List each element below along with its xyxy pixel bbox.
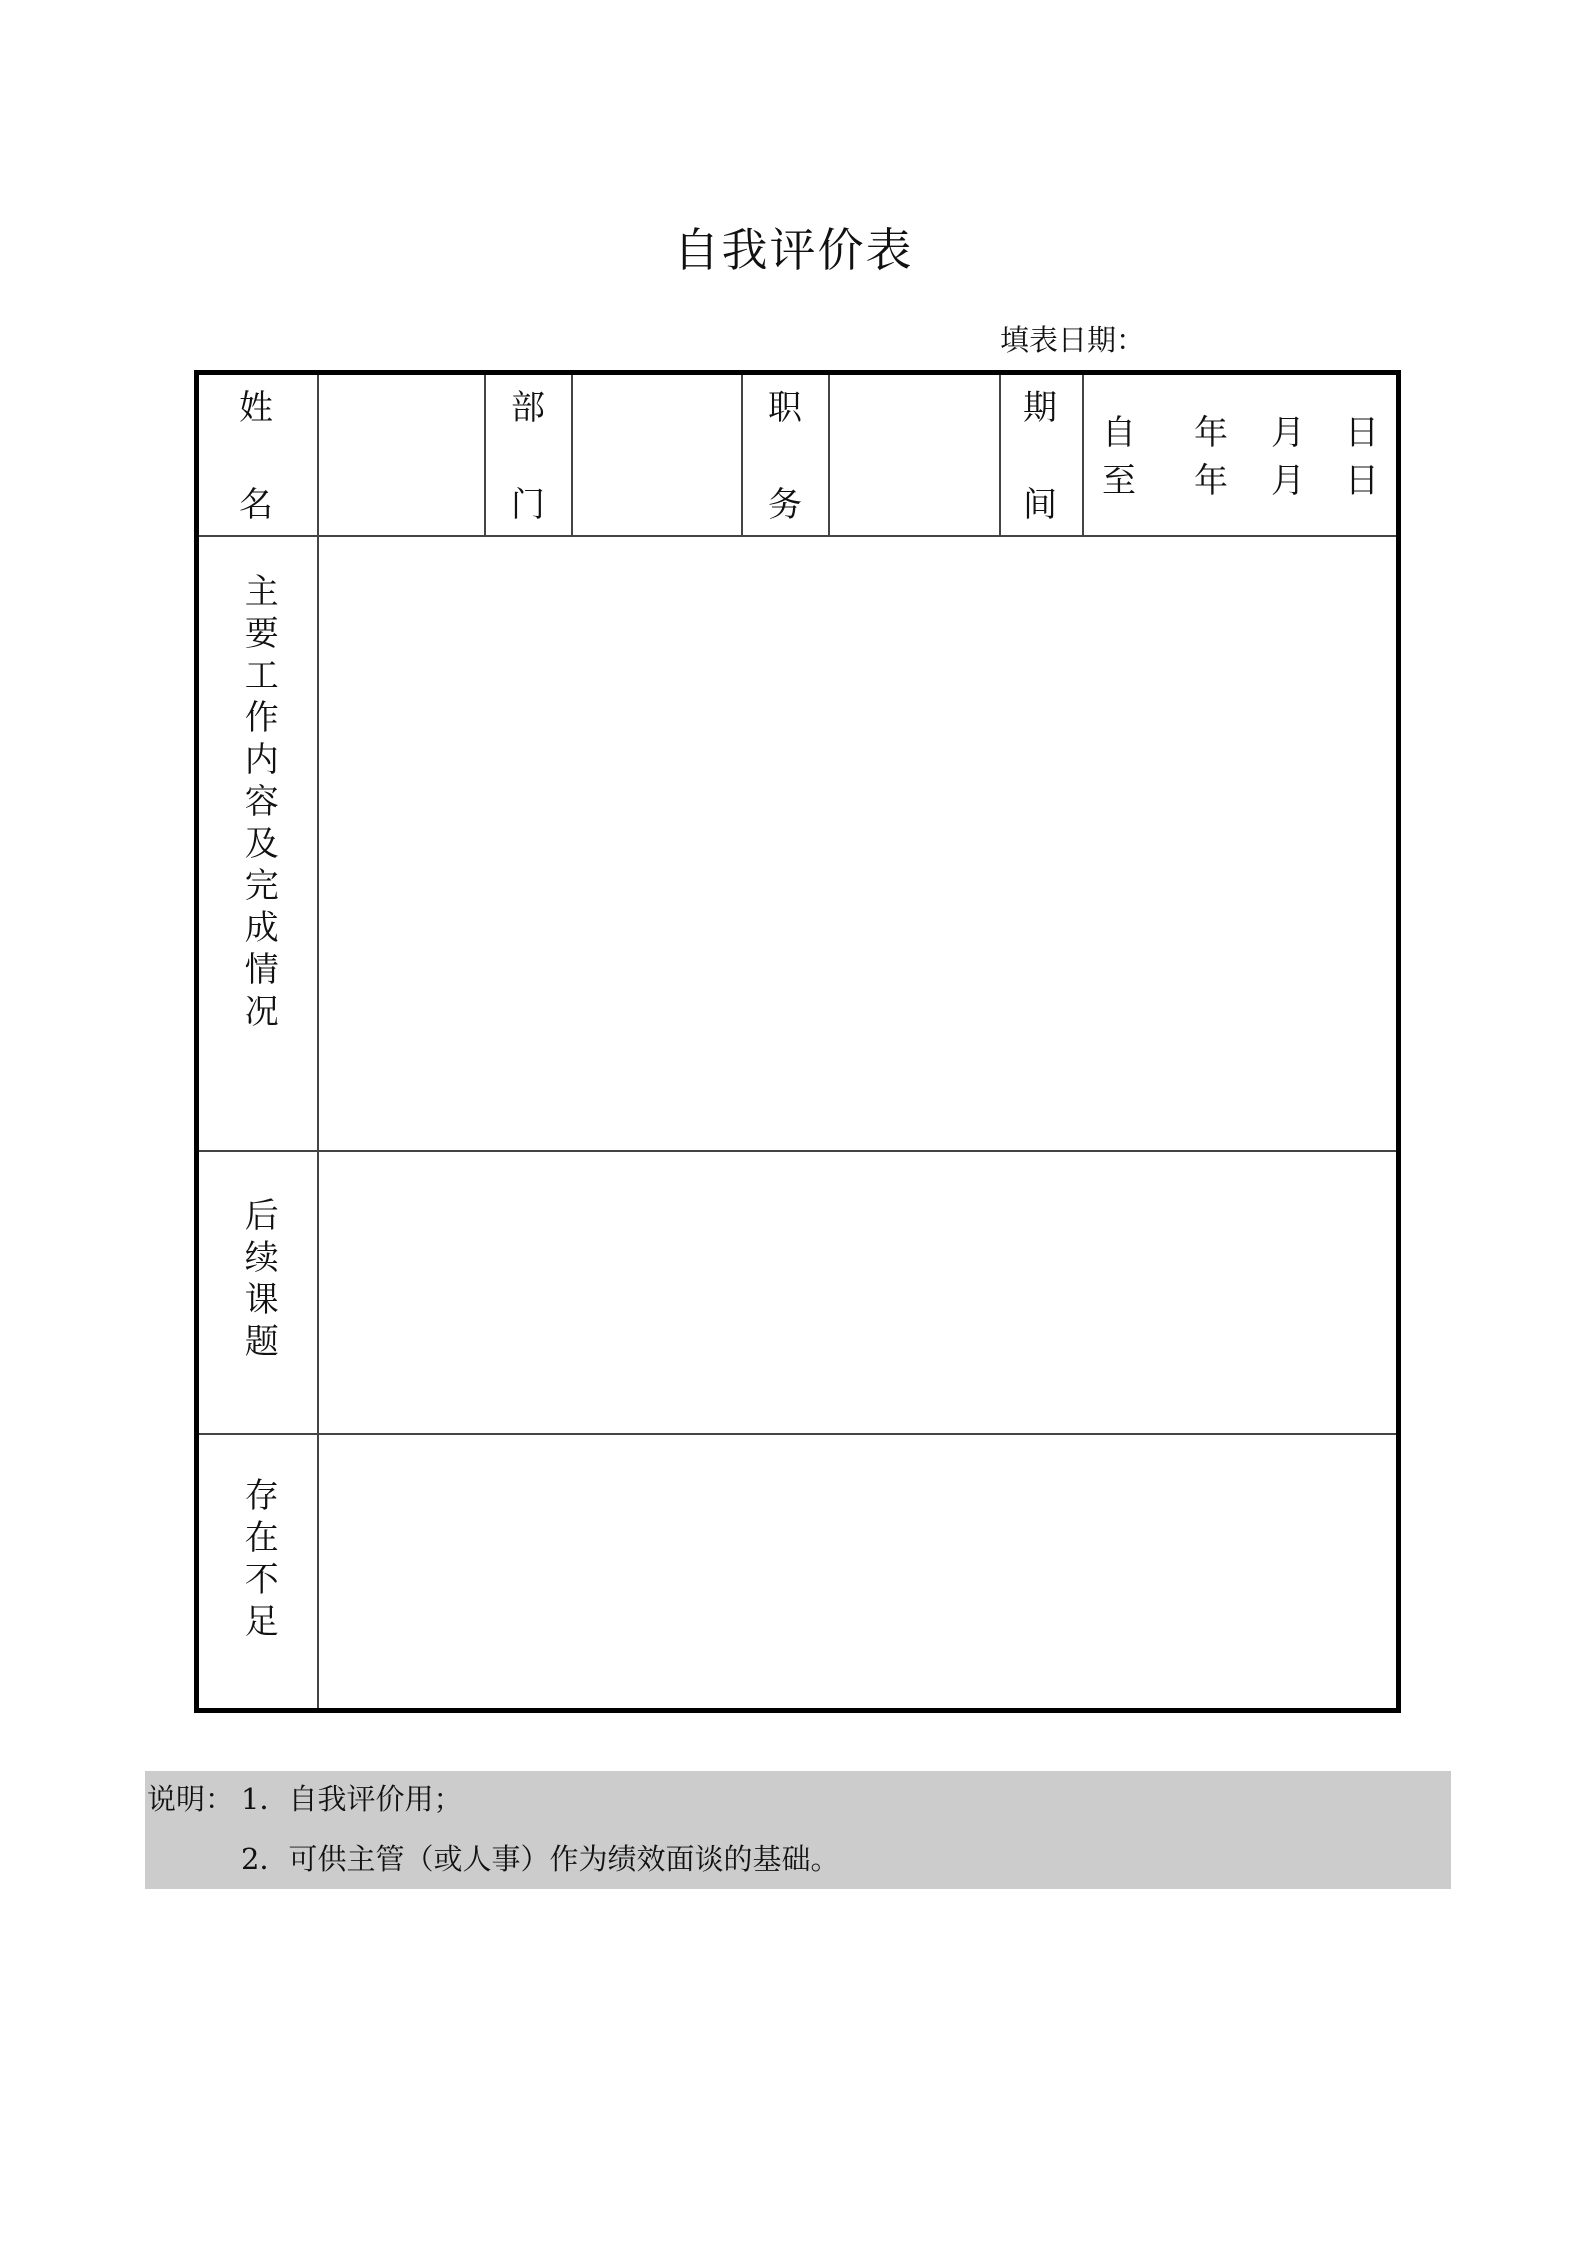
period-from-prefix: 自 (1102, 413, 1136, 453)
period-label-bottom: 间 (1023, 485, 1057, 525)
position-label-bottom: 务 (768, 485, 802, 525)
page-title: 自我评价表 (673, 223, 914, 277)
position-input-cell[interactable] (830, 375, 999, 535)
note-item-1: 1．自我评价用； (241, 1782, 463, 1816)
section-label-main-work (228, 573, 288, 1035)
self-evaluation-form (194, 370, 1401, 1713)
name-label-top: 姓 (239, 388, 273, 428)
period-to-month[interactable]: 月 (1271, 461, 1305, 501)
col-divider (484, 375, 486, 536)
follow-up-input-area[interactable] (319, 1152, 1396, 1433)
col-divider (999, 375, 1001, 536)
section-label-follow-up (228, 1197, 288, 1365)
note-item-2: 2．可供主管（或人事）作为绩效面谈的基础。 (241, 1842, 840, 1876)
main-work-input-area[interactable] (319, 537, 1396, 1150)
period-to-prefix: 至 (1102, 461, 1136, 501)
notes-box (145, 1771, 1451, 1889)
dept-label-bottom: 门 (511, 485, 545, 525)
col-divider (1082, 375, 1084, 536)
period-from-month[interactable]: 月 (1271, 413, 1305, 453)
name-label-bottom: 名 (239, 485, 273, 525)
col-divider (741, 375, 743, 536)
period-from-day[interactable]: 日 (1345, 413, 1379, 453)
section-label-text: 存在不足 (238, 1477, 279, 1645)
shortcomings-input-area[interactable] (319, 1435, 1396, 1708)
position-label-top: 职 (768, 388, 802, 428)
period-to-year[interactable]: 年 (1194, 461, 1228, 501)
section-label-text: 主要工作内容及完成情况 (238, 573, 279, 1035)
period-from-year[interactable]: 年 (1194, 413, 1228, 453)
section-label-shortcomings (228, 1477, 288, 1645)
period-to-day[interactable]: 日 (1345, 461, 1379, 501)
section-label-text: 后续课题 (238, 1197, 279, 1365)
name-input-cell[interactable] (319, 375, 484, 535)
fill-date-label: 填表日期： (1000, 323, 1146, 357)
dept-input-cell[interactable] (573, 375, 741, 535)
period-label-top: 期 (1023, 388, 1057, 428)
dept-label-top: 部 (511, 388, 545, 428)
notes-prefix: 说明： (147, 1782, 235, 1816)
